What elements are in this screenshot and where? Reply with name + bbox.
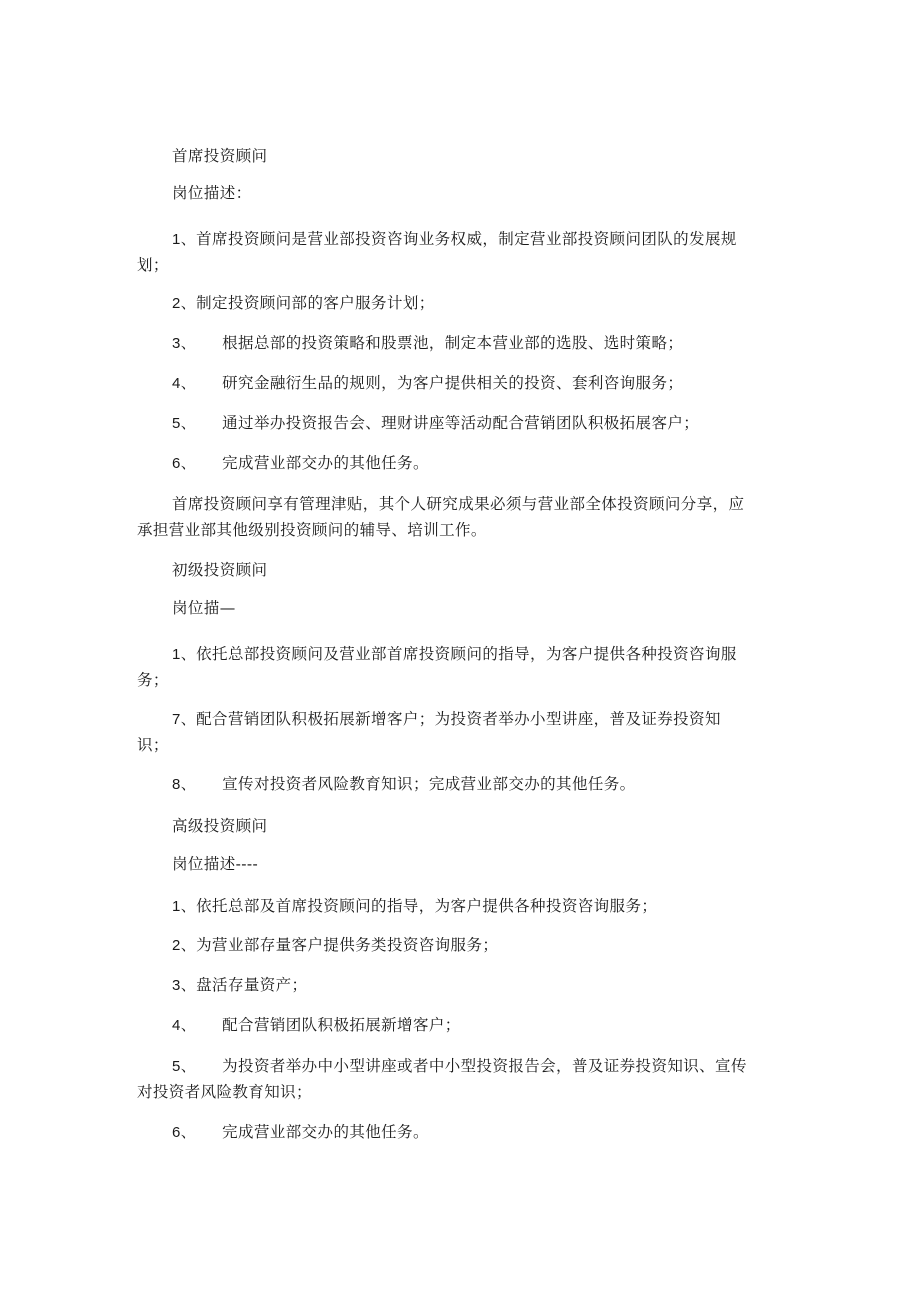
item-continuation: 划； bbox=[137, 256, 169, 274]
item-number: 2、 bbox=[172, 937, 197, 954]
item-text: 制定投资顾问部的客户服务计划； bbox=[196, 294, 435, 312]
item-text: 通过举办投资报告会、理财讲座等活动配合营销团队积极拓展客户； bbox=[222, 414, 700, 432]
item-text: 盘活存量资产； bbox=[196, 976, 308, 994]
paragraph-note: 首席投资顾问享有管理津贴，其个人研究成果必须与营业部全体投资顾问分享，应 bbox=[172, 495, 745, 513]
desc-label-chief: 岗位描述： bbox=[172, 184, 252, 202]
item-number: 3、 bbox=[172, 335, 197, 352]
list-item bbox=[172, 896, 657, 917]
item-text: 完成营业部交办的其他任务。 bbox=[222, 454, 429, 472]
item-continuation: 识； bbox=[137, 736, 169, 754]
item-text: 为营业部存量客户提供务类投资咨询服务； bbox=[196, 936, 499, 954]
list-item bbox=[172, 333, 683, 354]
item-text: 研究金融衍生品的规则，为客户提供相关的投资、套利咨询服务； bbox=[222, 374, 684, 392]
list-item bbox=[172, 935, 498, 956]
list-item bbox=[172, 229, 737, 250]
item-number: 3、 bbox=[172, 977, 197, 994]
list-item bbox=[172, 774, 636, 795]
item-text: 依托总部投资顾问及营业部首席投资顾问的指导，为客户提供各种投资咨询服 bbox=[196, 645, 737, 663]
list-item bbox=[172, 1015, 461, 1036]
item-number: 4、 bbox=[172, 375, 197, 392]
list-item bbox=[172, 709, 721, 730]
item-text: 根据总部的投资策略和股票池，制定本营业部的选股、选时策略； bbox=[222, 334, 684, 352]
item-number: 1、 bbox=[172, 231, 197, 248]
item-number: 2、 bbox=[172, 295, 197, 312]
item-number: 5、 bbox=[172, 415, 197, 432]
item-number: 1、 bbox=[172, 646, 197, 663]
item-number: 7、 bbox=[172, 711, 197, 728]
paragraph-note-continuation: 承担营业部其他级别投资顾问的辅导、培训工作。 bbox=[137, 521, 487, 539]
section-title-senior: 高级投资顾问 bbox=[172, 817, 268, 835]
item-continuation: 对投资者风险教育知识； bbox=[137, 1083, 312, 1101]
section-title-chief: 首席投资顾问 bbox=[172, 147, 268, 165]
item-number: 6、 bbox=[172, 455, 197, 472]
item-text: 配合营销团队积极拓展新增客户；为投资者举办小型讲座，普及证券投资知 bbox=[196, 710, 721, 728]
item-continuation: 务； bbox=[137, 671, 169, 689]
list-item bbox=[172, 293, 435, 314]
list-item bbox=[172, 373, 683, 394]
item-text: 完成营业部交办的其他任务。 bbox=[222, 1123, 429, 1141]
list-item bbox=[172, 644, 737, 665]
list-item bbox=[172, 453, 429, 474]
desc-label-senior: 岗位描述---- bbox=[172, 855, 259, 873]
section-title-junior: 初级投资顾问 bbox=[172, 561, 268, 579]
item-number: 4、 bbox=[172, 1017, 197, 1034]
list-item bbox=[172, 413, 699, 434]
list-item bbox=[172, 975, 307, 996]
item-number: 6、 bbox=[172, 1124, 197, 1141]
item-text: 为投资者举办中小型讲座或者中小型投资报告会，普及证券投资知识、宣传 bbox=[222, 1057, 747, 1075]
list-item bbox=[172, 1056, 747, 1077]
list-item bbox=[172, 1122, 429, 1143]
item-text: 依托总部及首席投资顾问的指导，为客户提供各种投资咨询服务； bbox=[196, 897, 658, 915]
item-text: 首席投资顾问是营业部投资咨询业务权威，制定营业部投资顾问团队的发展规 bbox=[196, 230, 737, 248]
item-text: 配合营销团队积极拓展新增客户； bbox=[222, 1016, 461, 1034]
desc-label-junior: 岗位描— bbox=[172, 599, 236, 617]
item-number: 5、 bbox=[172, 1058, 197, 1075]
item-number: 8、 bbox=[172, 776, 197, 793]
item-text: 宣传对投资者风险教育知识；完成营业部交办的其他任务。 bbox=[222, 775, 636, 793]
item-number: 1、 bbox=[172, 898, 197, 915]
